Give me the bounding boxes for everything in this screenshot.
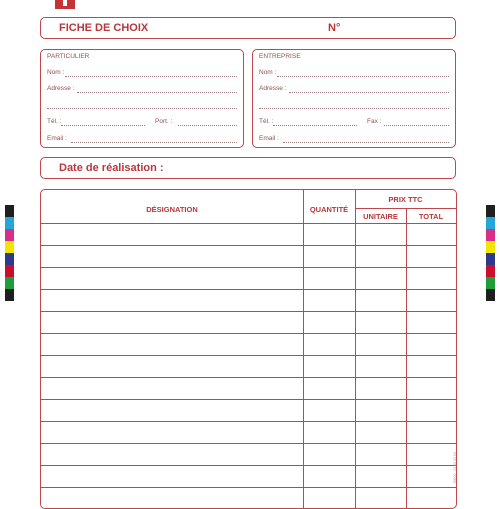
calibration-swatch — [486, 217, 495, 229]
calibration-swatch — [486, 265, 495, 277]
entreprise-fax-field[interactable] — [384, 125, 449, 126]
particulier-heading: PARTICULIER — [47, 53, 90, 60]
date-section — [40, 157, 456, 179]
particulier-email-label: Email : — [47, 135, 67, 142]
calibration-swatch — [5, 289, 14, 301]
particulier-adresse-field[interactable] — [77, 92, 237, 93]
header-bottom-line — [41, 223, 456, 224]
calibration-swatch — [486, 205, 495, 217]
quantite-header: QUANTITÉ — [309, 205, 349, 214]
entreprise-fax-label: Fax : — [367, 118, 382, 125]
prix-ttc-divider — [355, 208, 456, 209]
calibration-swatch — [5, 265, 14, 277]
entreprise-email-label: Email : — [259, 135, 279, 142]
table-row[interactable] — [41, 421, 456, 422]
column-divider — [355, 190, 356, 508]
total-header: TOTAL — [418, 212, 444, 221]
particulier-tel-label: Tél. : — [47, 118, 62, 125]
date-label: Date de réalisation : — [59, 162, 164, 174]
entreprise-section — [252, 49, 456, 148]
particulier-nom-label: Nom : — [47, 69, 65, 76]
entreprise-adresse-label: Adresse : — [259, 85, 287, 92]
title-bar — [40, 17, 456, 39]
particulier-port-field[interactable] — [178, 125, 237, 126]
particulier-adresse-label: Adresse : — [47, 85, 75, 92]
color-calibration-strip-left — [5, 205, 14, 301]
entreprise-nom-field[interactable] — [277, 76, 449, 77]
items-table — [40, 189, 457, 509]
calibration-swatch — [486, 277, 495, 289]
entreprise-tel-label: Tél. : — [259, 118, 274, 125]
calibration-swatch — [486, 241, 495, 253]
particulier-adresse-field-2[interactable] — [47, 108, 237, 109]
numero-label: N° — [328, 22, 341, 34]
print-code: 00000 - 01 02 03 04 — [453, 452, 457, 484]
unitaire-header: UNITAIRE — [363, 212, 398, 221]
calibration-swatch — [5, 205, 14, 217]
table-row[interactable] — [41, 355, 456, 356]
prix-ttc-header: PRIX TTC — [388, 195, 423, 204]
table-row[interactable] — [41, 333, 456, 334]
table-row[interactable] — [41, 311, 456, 312]
form-title: FICHE DE CHOIX — [59, 22, 149, 34]
table-row[interactable] — [41, 465, 456, 466]
color-calibration-strip-right — [486, 205, 495, 301]
table-row[interactable] — [41, 377, 456, 378]
table-row[interactable] — [41, 289, 456, 290]
table-row[interactable] — [41, 245, 456, 246]
calibration-swatch — [486, 253, 495, 265]
brand-tab-logo — [55, 0, 75, 9]
table-row[interactable] — [41, 267, 456, 268]
particulier-port-label: Port. : — [155, 118, 173, 125]
calibration-swatch — [486, 229, 495, 241]
entreprise-adresse-field[interactable] — [289, 92, 449, 93]
particulier-section — [40, 49, 244, 148]
calibration-swatch — [5, 253, 14, 265]
particulier-email-field[interactable] — [71, 142, 237, 143]
calibration-swatch — [486, 289, 495, 301]
calibration-swatch — [5, 217, 14, 229]
calibration-swatch — [5, 277, 14, 289]
entreprise-email-field[interactable] — [283, 142, 449, 143]
table-row[interactable] — [41, 443, 456, 444]
entreprise-nom-label: Nom : — [259, 69, 277, 76]
calibration-swatch — [5, 241, 14, 253]
entreprise-adresse-field-2[interactable] — [259, 108, 449, 109]
particulier-nom-field[interactable] — [65, 76, 237, 77]
particulier-tel-field[interactable] — [61, 125, 145, 126]
calibration-swatch — [5, 229, 14, 241]
entreprise-heading: ENTREPRISE — [259, 53, 301, 60]
entreprise-tel-field[interactable] — [273, 125, 357, 126]
designation-header: DÉSIGNATION — [146, 205, 198, 214]
column-divider — [303, 190, 304, 508]
table-row[interactable] — [41, 487, 456, 488]
column-divider — [406, 208, 407, 508]
table-row[interactable] — [41, 399, 456, 400]
